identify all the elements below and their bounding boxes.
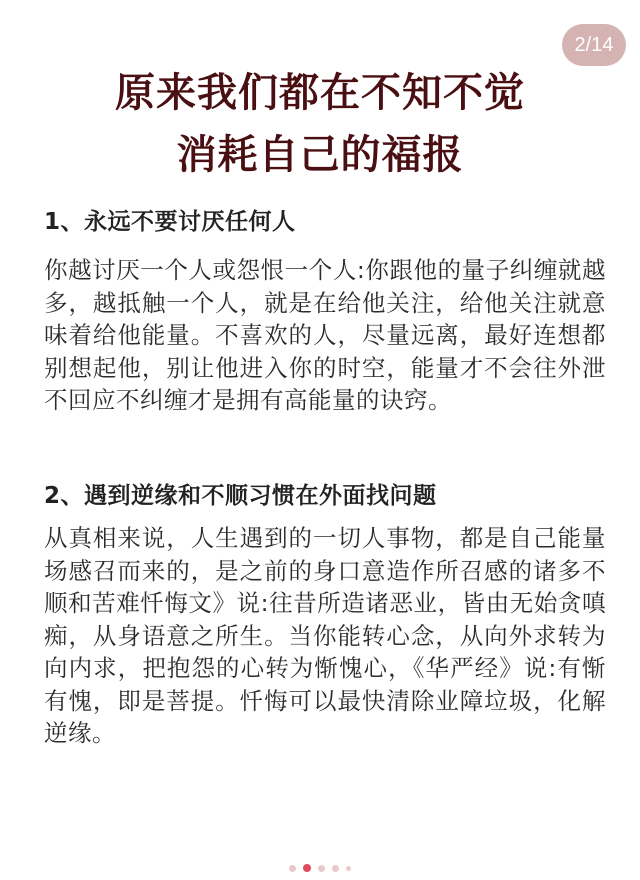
page-title (0, 62, 640, 186)
pagination-dot[interactable] (289, 865, 296, 872)
pagination-dot-active[interactable] (303, 864, 311, 872)
pagination-dot[interactable] (318, 865, 325, 872)
pagination-dot[interactable] (346, 866, 351, 871)
page-indicator-badge: 2/14 (562, 24, 626, 66)
section-1-body: 你越讨厌一个人或怨恨一个人:你跟他的量子纠缠就越多，越抵触一个人，就是在给他关注，给他关注就意味着给他能量。不喜欢的人，尽量远离，最好连想都别想起他，别让他进入你的时空，能量才不会往外泄不回应不纠缠才是拥有高能量的诀窍。 (44, 256, 606, 414)
section-2-body: 从真相来说，人生遇到的一切人事物，都是自己能量场感召而来的，是之前的身口意造作所召感的诸多不顺和苦难忏悔文》说:往昔所造诸恶业，皆由无始贪嗔痴，从身语意之所生。当你能转心念，从向外求转为向内求，把抱怨的心转为惭愧心，《华严经》说:有惭有愧，即是菩提。忏悔可以最快清除业障垃圾，化解逆缘。 (44, 524, 606, 747)
title-line-2: 消耗自己的福报 (176, 132, 464, 178)
title-line-1: 原来我们都在不知不觉 (115, 70, 525, 116)
section-1-heading: 1、永远不要讨厌任何人 (44, 209, 296, 235)
section-2-heading: 2、遇到逆缘和不顺习惯在外面找问题 (44, 483, 437, 509)
carousel-pagination[interactable] (0, 864, 640, 872)
pagination-dot[interactable] (332, 865, 339, 872)
